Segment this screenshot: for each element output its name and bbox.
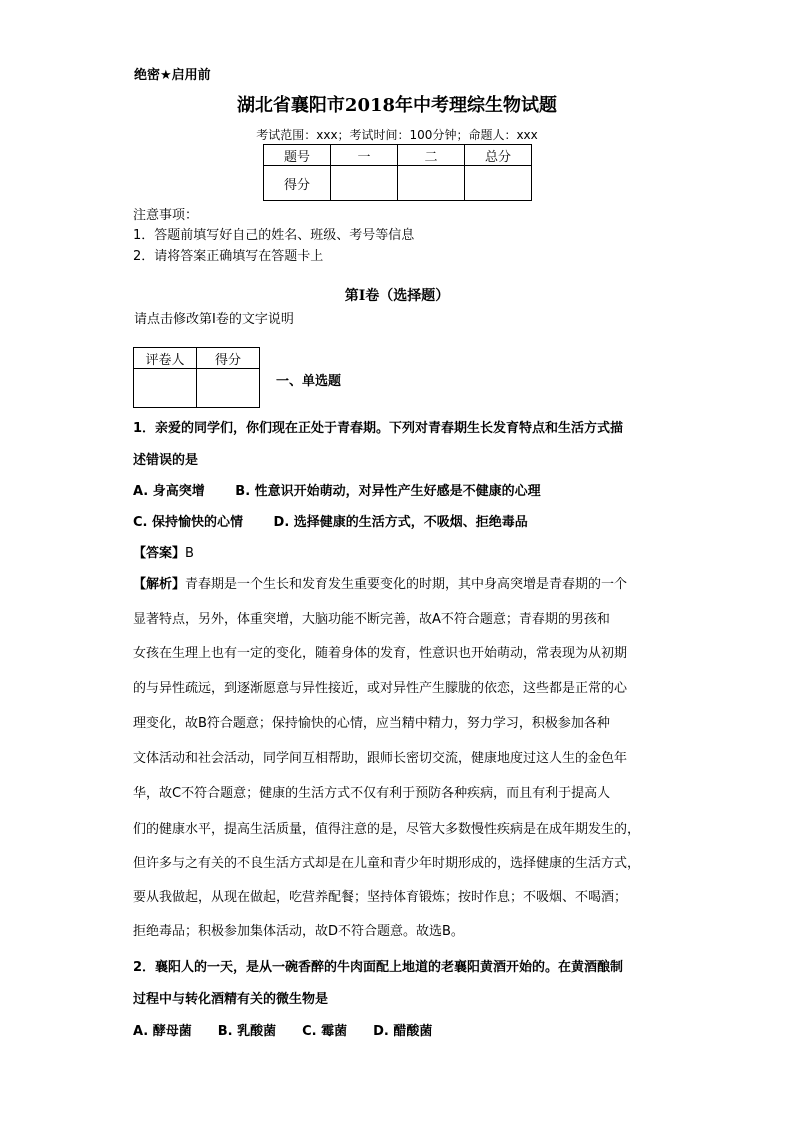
grader-cell: [134, 369, 197, 408]
answer-value: B: [185, 546, 194, 561]
score-cell: [398, 166, 465, 201]
notes-title: 注意事项：: [133, 208, 199, 223]
section-note: 请点击修改第I卷的文字说明: [134, 312, 294, 327]
question-1-options: C. 保持愉快的心情 D. 选择健康的生活方式，不吸烟、拒绝毒品: [133, 515, 528, 530]
score-header-cell: 二: [398, 145, 465, 166]
note-item: 2．请将答案正确填写在答题卡上: [133, 249, 324, 264]
score-cell: [465, 166, 532, 201]
analysis-line: 们的健康水平，提高生活质量，值得注意的是，尽管大多数慢性疾病是在成年期发生的，: [133, 822, 641, 837]
analysis-line: [133, 573, 663, 592]
analysis-line: 理变化，故B符合题意；保持愉快的心情，应当精中精力，努力学习，积极参加各种: [133, 716, 610, 731]
section-title: 第I卷（选择题）: [344, 288, 450, 304]
grader-header-cell: 得分: [197, 348, 260, 369]
question-1-answer: [133, 542, 194, 561]
note-item: 1．答题前填写好自己的姓名、班级、考号等信息: [133, 228, 415, 243]
analysis-line: 女孩在生理上也有一定的变化，随着身体的发育，性意识也开始萌动，常表现为从初期: [133, 646, 628, 661]
question-1-options: A. 身高突增 B. 性意识开始萌动，对异性产生好感是不健康的心理: [133, 484, 541, 499]
analysis-line: 拒绝毒品；积极参加集体活动，故D不符合题意。故选B。: [133, 924, 464, 939]
question-category: 一、单选题: [276, 374, 342, 389]
answer-label: 【答案】: [133, 546, 186, 561]
grader-header-cell: 评卷人: [134, 348, 197, 369]
question-2-options: A. 酵母菌 B. 乳酸菌 C. 霉菌 D. 醋酸菌: [133, 1024, 433, 1039]
question-2-stem: 2．襄阳人的一天，是从一碗香醉的牛肉面配上地道的老襄阳黄酒开始的。在黄酒酿制: [133, 960, 624, 975]
score-header-cell: 题号: [264, 145, 331, 166]
question-1-stem: 述错误的是: [133, 453, 199, 468]
score-table: [263, 144, 532, 201]
analysis-line: 但许多与之有关的不良生活方式却是在儿童和青少年时期形成的，选择健康的生活方式，: [133, 856, 641, 871]
score-header-cell: 总分: [465, 145, 532, 166]
analysis-line: 华，故C不符合题意；健康的生活方式不仅有利于预防各种疾病，而且有利于提高人: [133, 786, 611, 801]
confidential-mark: 绝密★启用前: [134, 68, 211, 83]
grader-table: [133, 347, 260, 408]
analysis-label: 【解析】: [133, 577, 186, 592]
exam-title: 湖北省襄阳市2018年中考理综生物试题: [236, 95, 558, 116]
analysis-text: 青春期是一个生长和发育发生重要变化的时期，其中身高突增是青春期的一个: [185, 577, 628, 592]
analysis-line: 要从我做起，从现在做起，吃营养配餐；坚持体育锻炼；按时作息；不吸烟、不喝酒；: [133, 890, 628, 905]
question-1-stem: 1．亲爱的同学们，你们现在正处于青春期。下列对青春期生长发育特点和生活方式描: [133, 421, 624, 436]
analysis-line: 文体活动和社会活动，同学间互相帮助，跟师长密切交流，健康地度过这人生的金色年: [133, 751, 628, 766]
analysis-line: 显著特点，另外，体重突增，大脑功能不断完善，故A不符合题意；青春期的男孩和: [133, 612, 610, 627]
question-2-stem: 过程中与转化酒精有关的微生物是: [133, 992, 329, 1007]
analysis-line: 的与异性疏远，到逐渐愿意与异性接近，或对异性产生朦胧的依恋，这些都是正常的心: [133, 681, 628, 696]
score-cell: [331, 166, 398, 201]
exam-info: 考试范围：xxx；考试时间：100分钟；命题人：xxx: [256, 128, 538, 142]
score-row-label: 得分: [264, 166, 331, 201]
grader-cell: [197, 369, 260, 408]
score-header-cell: 一: [331, 145, 398, 166]
